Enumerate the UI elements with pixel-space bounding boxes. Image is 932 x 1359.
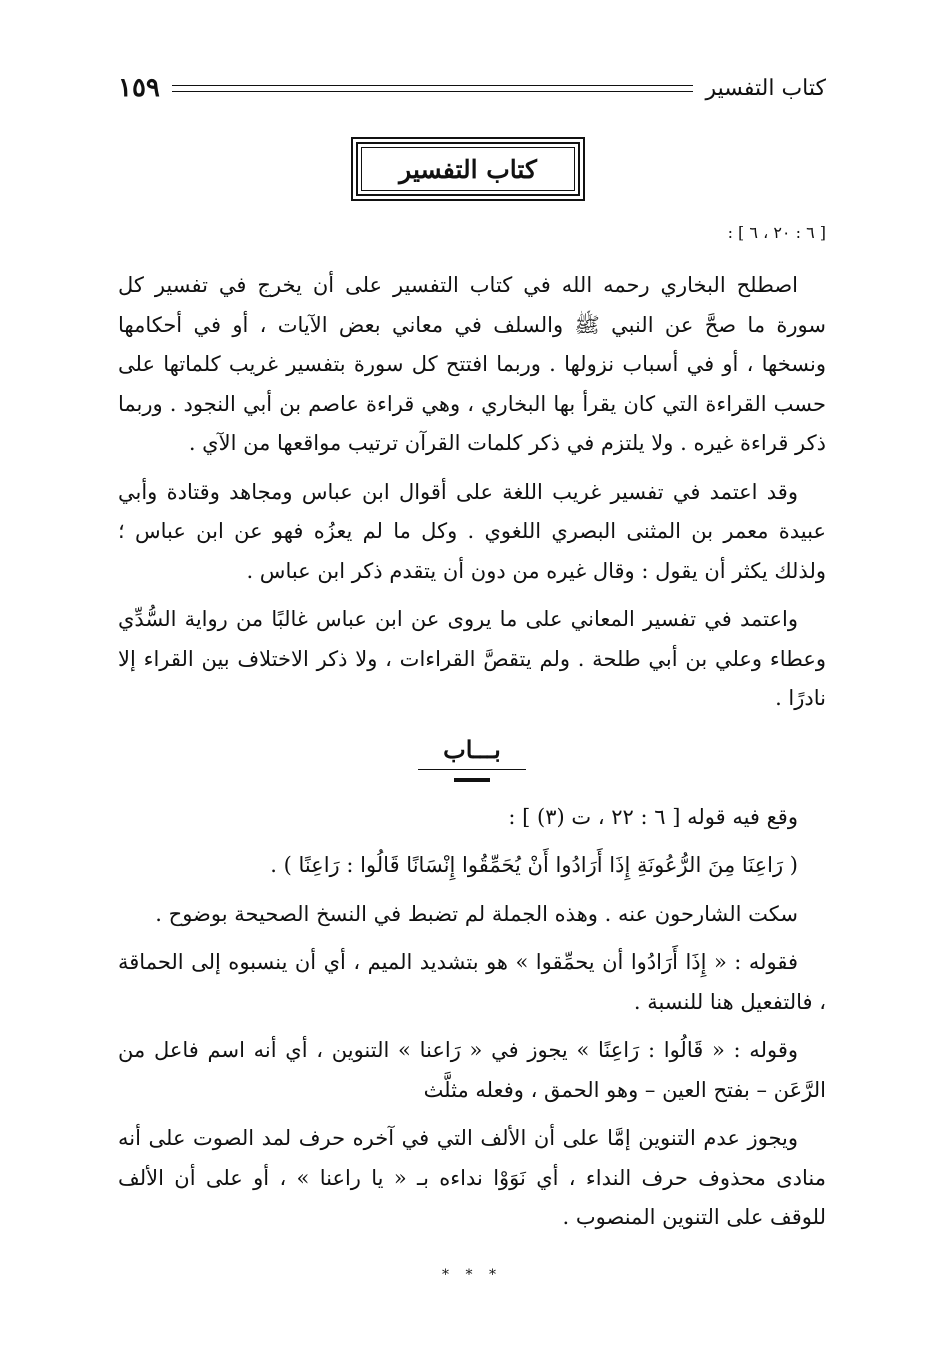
chapter-title-frame <box>351 137 585 201</box>
section-heading <box>118 733 826 782</box>
section-paragraph-3: وقوله : « قَالُوا : رَاعِنًا » يجوز في « رَاعنا » التنوين ، أي أنه اسم فاعل من الرَّعَن – بفتح العين – وهو الحمق ، وفعله مثلَّث <box>118 1038 826 1102</box>
end-mark: * * * <box>442 1266 502 1283</box>
section-heading-label: بـــاب <box>443 734 501 764</box>
section-paragraph-1: سكت الشارحون عنه . وهذه الجملة لم تضبط في النسخ الصحيحة بوضوح . <box>155 901 798 926</box>
running-title: كتاب التفسير <box>705 75 826 101</box>
section-heading-rule <box>418 769 526 770</box>
intro-paragraph-2: وقد اعتمد في تفسير غريب اللغة على أقوال ابن عباس ومجاهد وقتادة وأبي عبيدة معمر بن المثنى البصري اللغوي . وكل ما لم يعزُه فهو عن ابن عباس ؛ ولذلك يكثر أن يقول : وقال غيره من دون أن يتقدم ذكر ابن عباس . <box>118 479 826 583</box>
reference-citation: [ ٦ : ٢٠ ، ٦ ] : <box>727 223 826 242</box>
page-number: ١٥٩ <box>118 73 160 103</box>
intro-paragraph-1: اصطلح البخاري رحمه الله في كتاب التفسير على أن يخرج في تفسير كل سورة ما صحَّ عن النبي ﷺ والسلف في معاني بعض الآيات ، أو في أحكامها ونسخها ، أو في أسباب نزولها . وربما افتتح كل سورة بتفسير غريب كلماتها على حسب القراءة التي كان يقرأ بها البخاري ، وهي قراءة عاصم بن أبي النجود . وربما ذكر قراءة غيره . ولا يلتزم في ذكر كلمات القرآن ترتيب مواقعها من الآي . <box>118 273 826 455</box>
running-header <box>118 68 826 108</box>
section-paragraph-4: ويجوز عدم التنوين إمَّا على أن الألف التي في آخره حرف لمد الصوت على أنه منادى محذوف حرف النداء ، أي نَوَوْا نداءه بـ « يا راعنا » ، أو على أن الألف للوقف على التنوين المنصوب . <box>118 1126 826 1229</box>
section-reference: وقع فيه قوله [ ٦ : ٢٢ ، ت (٣) ] : <box>508 804 798 829</box>
section-paragraph-2: فقوله : « إِذَا أَرَادُوا أن يحمِّقوا » هو بتشديد الميم ، أي أن ينسبوه إلى الحماقة ، فالتفعيل هنا للنسبة . <box>118 950 826 1014</box>
quoted-text: ( رَاعِنَا مِنَ الرُّعُونَةِ إِذَا أَرَادُوا أَنْ يُحَمِّقُوا إِنْسَانًا قَالُوا : رَاعِنًا ) . <box>270 853 798 877</box>
chapter-title: كتاب التفسير <box>361 147 575 191</box>
intro-paragraph-3: واعتمد في تفسير المعاني على ما يروى عن ابن عباس غالبًا من رواية السُّدِّي وعطاء وعلي بن أبي طلحة . ولم يتقصَّ القراءات ، ولا ذكر الاختلاف بين القراء إلا نادرًا . <box>118 607 826 710</box>
header-rule <box>172 85 694 92</box>
section-heading-bar <box>454 778 490 782</box>
page-body <box>118 218 826 1295</box>
